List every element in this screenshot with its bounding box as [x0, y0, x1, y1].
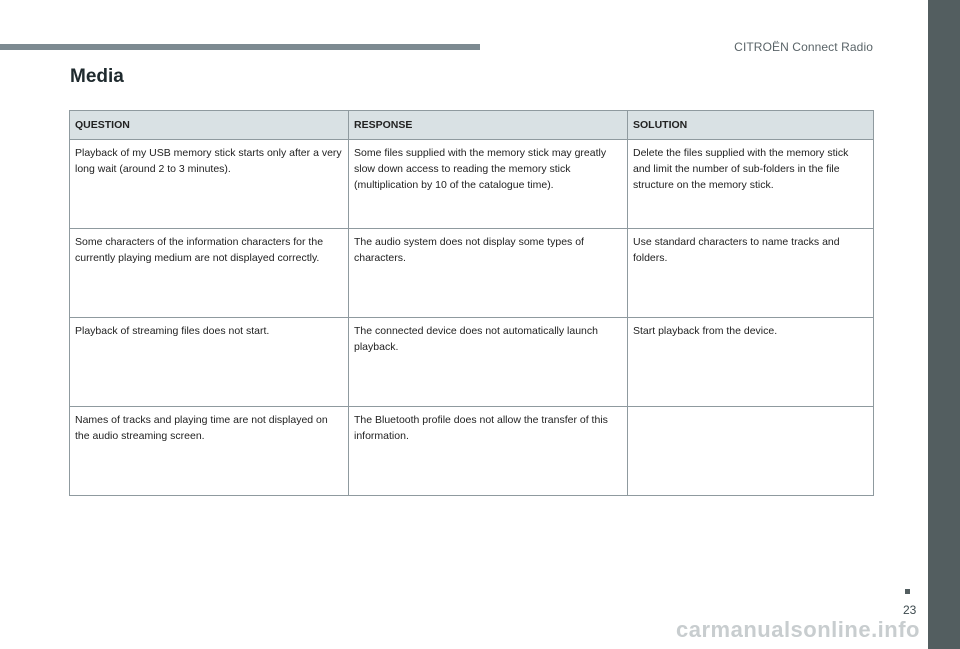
- page-title: Media: [70, 66, 124, 87]
- table-row: [70, 229, 874, 318]
- solution-cell: Delete the files supplied with the memory stick and limit the number of sub-folders in the file structure on the memory stick.: [628, 140, 874, 229]
- question-cell: Playback of streaming files does not start.: [70, 318, 349, 407]
- table-row: [70, 318, 874, 407]
- solution-cell: Start playback from the device.: [628, 318, 874, 407]
- watermark-text: carmanualsonline.info: [676, 617, 920, 642]
- brand-header-title: CITROËN Connect Radio: [734, 40, 873, 54]
- question-cell: Names of tracks and playing time are not displayed on the audio streaming screen.: [70, 407, 349, 496]
- header-accent-bar: [0, 44, 480, 50]
- solution-cell: [628, 407, 874, 496]
- solution-cell: Use standard characters to name tracks and folders.: [628, 229, 874, 318]
- column-header-solution: SOLUTION: [628, 111, 874, 140]
- page-number: 23: [903, 603, 917, 617]
- table-header-row: [70, 111, 874, 140]
- question-cell: Some characters of the information characters for the currently playing medium are not displayed correctly.: [70, 229, 349, 318]
- response-cell: Some files supplied with the memory stick may greatly slow down access to reading the memory stick (multiplication by 10 of the catalogue time).: [349, 140, 628, 229]
- table-row: [70, 407, 874, 496]
- column-header-question: QUESTION: [70, 111, 349, 140]
- question-cell: Playback of my USB memory stick starts only after a very long wait (around 2 to 3 minutes).: [70, 140, 349, 229]
- page-marker-square: [905, 589, 910, 594]
- response-cell: The connected device does not automatically launch playback.: [349, 318, 628, 407]
- media-faq-table: [69, 110, 874, 496]
- response-cell: The audio system does not display some types of characters.: [349, 229, 628, 318]
- table-row: [70, 140, 874, 229]
- column-header-response: RESPONSE: [349, 111, 628, 140]
- side-edge-strip: [928, 0, 960, 649]
- response-cell: The Bluetooth profile does not allow the transfer of this information.: [349, 407, 628, 496]
